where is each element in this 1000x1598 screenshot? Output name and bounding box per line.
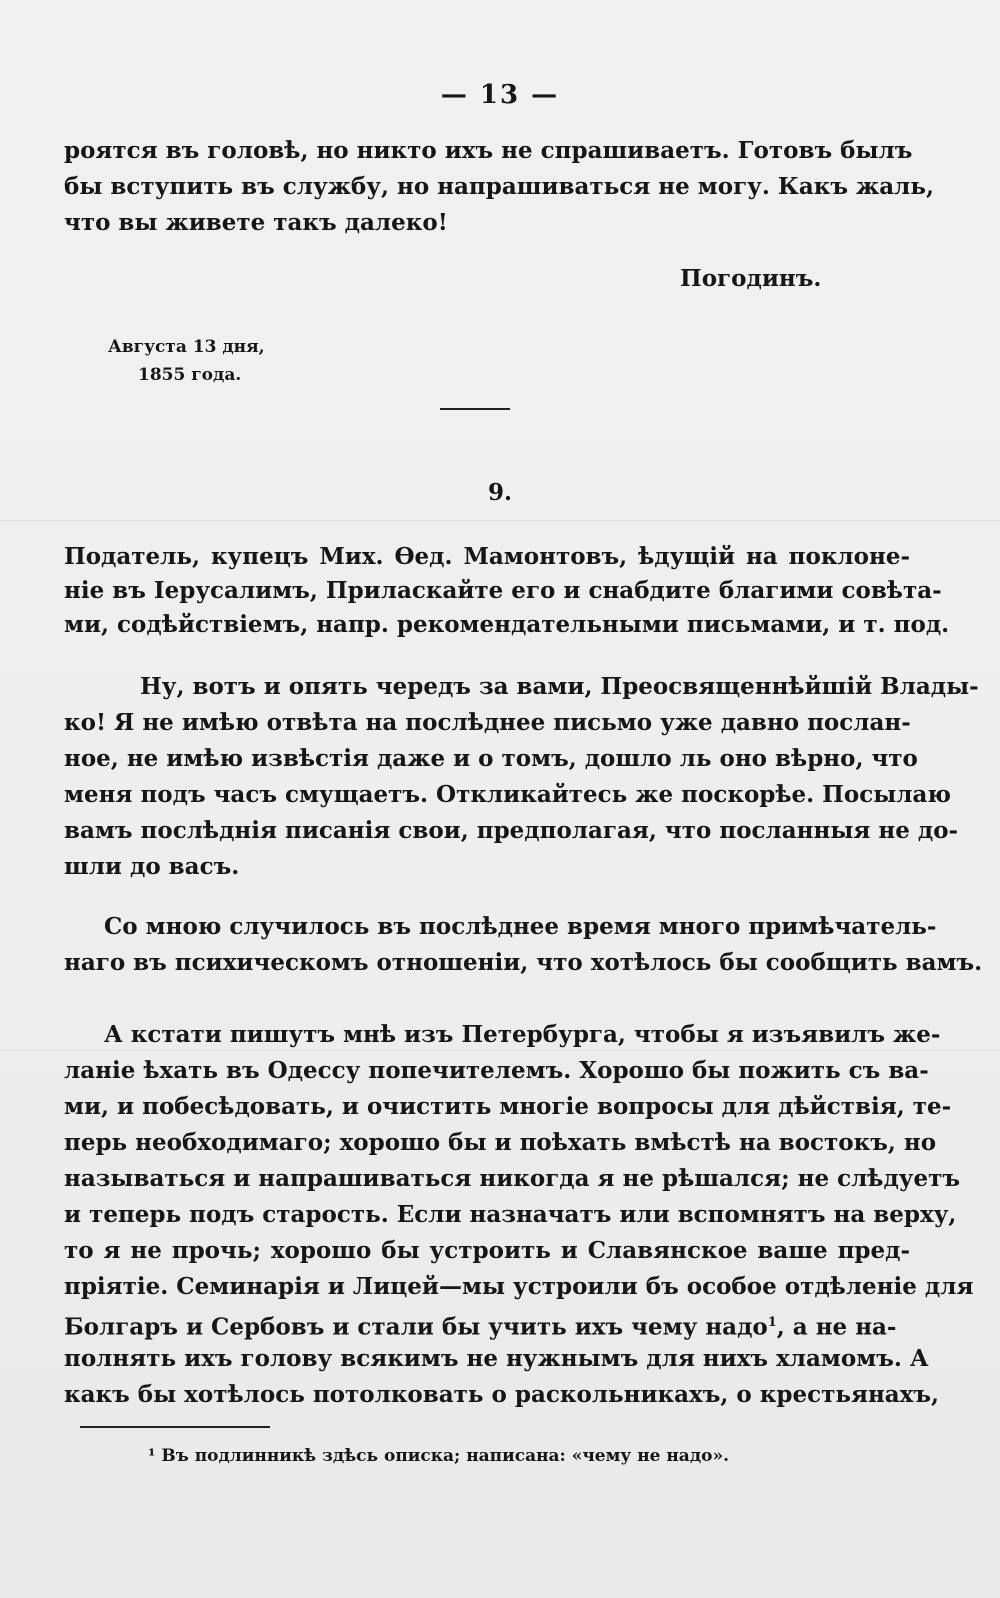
text-line: А кстати пишутъ мнѣ изъ Петербурга, чтобы я изъявилъ же-: [104, 1021, 941, 1048]
text-line: [64, 1308, 896, 1343]
signature: Погодинъ.: [680, 265, 822, 292]
text-line: что вы живете такъ далеко!: [64, 209, 448, 236]
summary-line: Податель, купецъ Мих. Ѳед. Мамонтовъ, ѣдущій на поклоне-: [64, 543, 910, 570]
text-line: называться и напрашиваться никогда я не рѣшался; не слѣдуетъ: [64, 1165, 961, 1192]
text-line: пріятіе. Семинарія и Лицей—мы устроили бъ особое отдѣленіе для: [64, 1273, 974, 1300]
text-line: Ну, вотъ и опять чередъ за вами, Преосвященнѣйшій Влады-: [140, 673, 979, 700]
section-divider: [440, 408, 510, 410]
text-line: полнять ихъ голову всякимъ не нужнымъ для нихъ хламомъ. А: [64, 1345, 929, 1372]
text-fragment: Болгаръ и Сербовъ и стали бы учить ихъ чему надо: [64, 1313, 768, 1341]
text-fragment: , а не на-: [776, 1313, 897, 1341]
footnote-divider: [80, 1426, 270, 1428]
text-line: какъ бы хотѣлось потолковать о раскольникахъ, о крестьянахъ,: [64, 1381, 940, 1408]
text-line: ное, не имѣю извѣстія даже и о томъ, дошло ль оно вѣрно, что: [64, 745, 918, 772]
text-line: меня подъ часъ смущаетъ. Откликайтесь же поскорѣе. Посылаю: [64, 781, 952, 808]
text-line: Со мною случилось въ послѣднее время много примѣчатель-: [104, 913, 937, 940]
text-line: ланіе ѣхать въ Одессу попечителемъ. Хорошо бы пожить съ ва-: [64, 1057, 929, 1084]
section-number: 9.: [487, 479, 512, 506]
page-number: — 13 —: [440, 80, 560, 110]
text-line: роятся въ головѣ, но никто ихъ не спрашиваетъ. Готовъ былъ: [64, 137, 913, 164]
page-crease: [0, 520, 1000, 521]
summary-line: ніе въ Іерусалимъ, Приласкайте его и снабдите благими совѣта-: [64, 577, 942, 604]
text-line: шли до васъ.: [64, 853, 240, 880]
text-line: ми, и побесѣдовать, и очистить многіе вопросы для дѣйствія, те-: [64, 1093, 952, 1120]
summary-line: ми, содѣйствіемъ, напр. рекомендательными письмами, и т. под.: [64, 611, 950, 638]
text-line: наго въ психическомъ отношеніи, что хотѣлось бы сообщить вамъ.: [64, 949, 983, 976]
text-line: и теперь подъ старость. Если назначатъ или вспомнятъ на верху,: [64, 1201, 957, 1228]
date-line: Августа 13 дня,: [108, 337, 265, 357]
footnote-ref: 1: [767, 1315, 777, 1330]
date-line: 1855 года.: [138, 365, 242, 385]
text-line: то я не прочь; хорошо бы устроить и Славянское ваше пред-: [64, 1237, 910, 1264]
page-crease: [0, 1050, 1000, 1051]
footnote: ¹ Въ подлинникѣ здѣсь описка; написана: «чему не надо».: [148, 1446, 730, 1466]
text-line: ко! Я не имѣю отвѣта на послѣднее письмо уже давно послан-: [64, 709, 911, 736]
text-line: перь необходимаго; хорошо бы и поѣхать вмѣстѣ на востокъ, но: [64, 1129, 937, 1156]
text-line: бы вступить въ службу, но напрашиваться не могу. Какъ жаль,: [64, 173, 934, 200]
text-line: вамъ послѣднія писанія свои, предполагая, что посланныя не до-: [64, 817, 959, 844]
